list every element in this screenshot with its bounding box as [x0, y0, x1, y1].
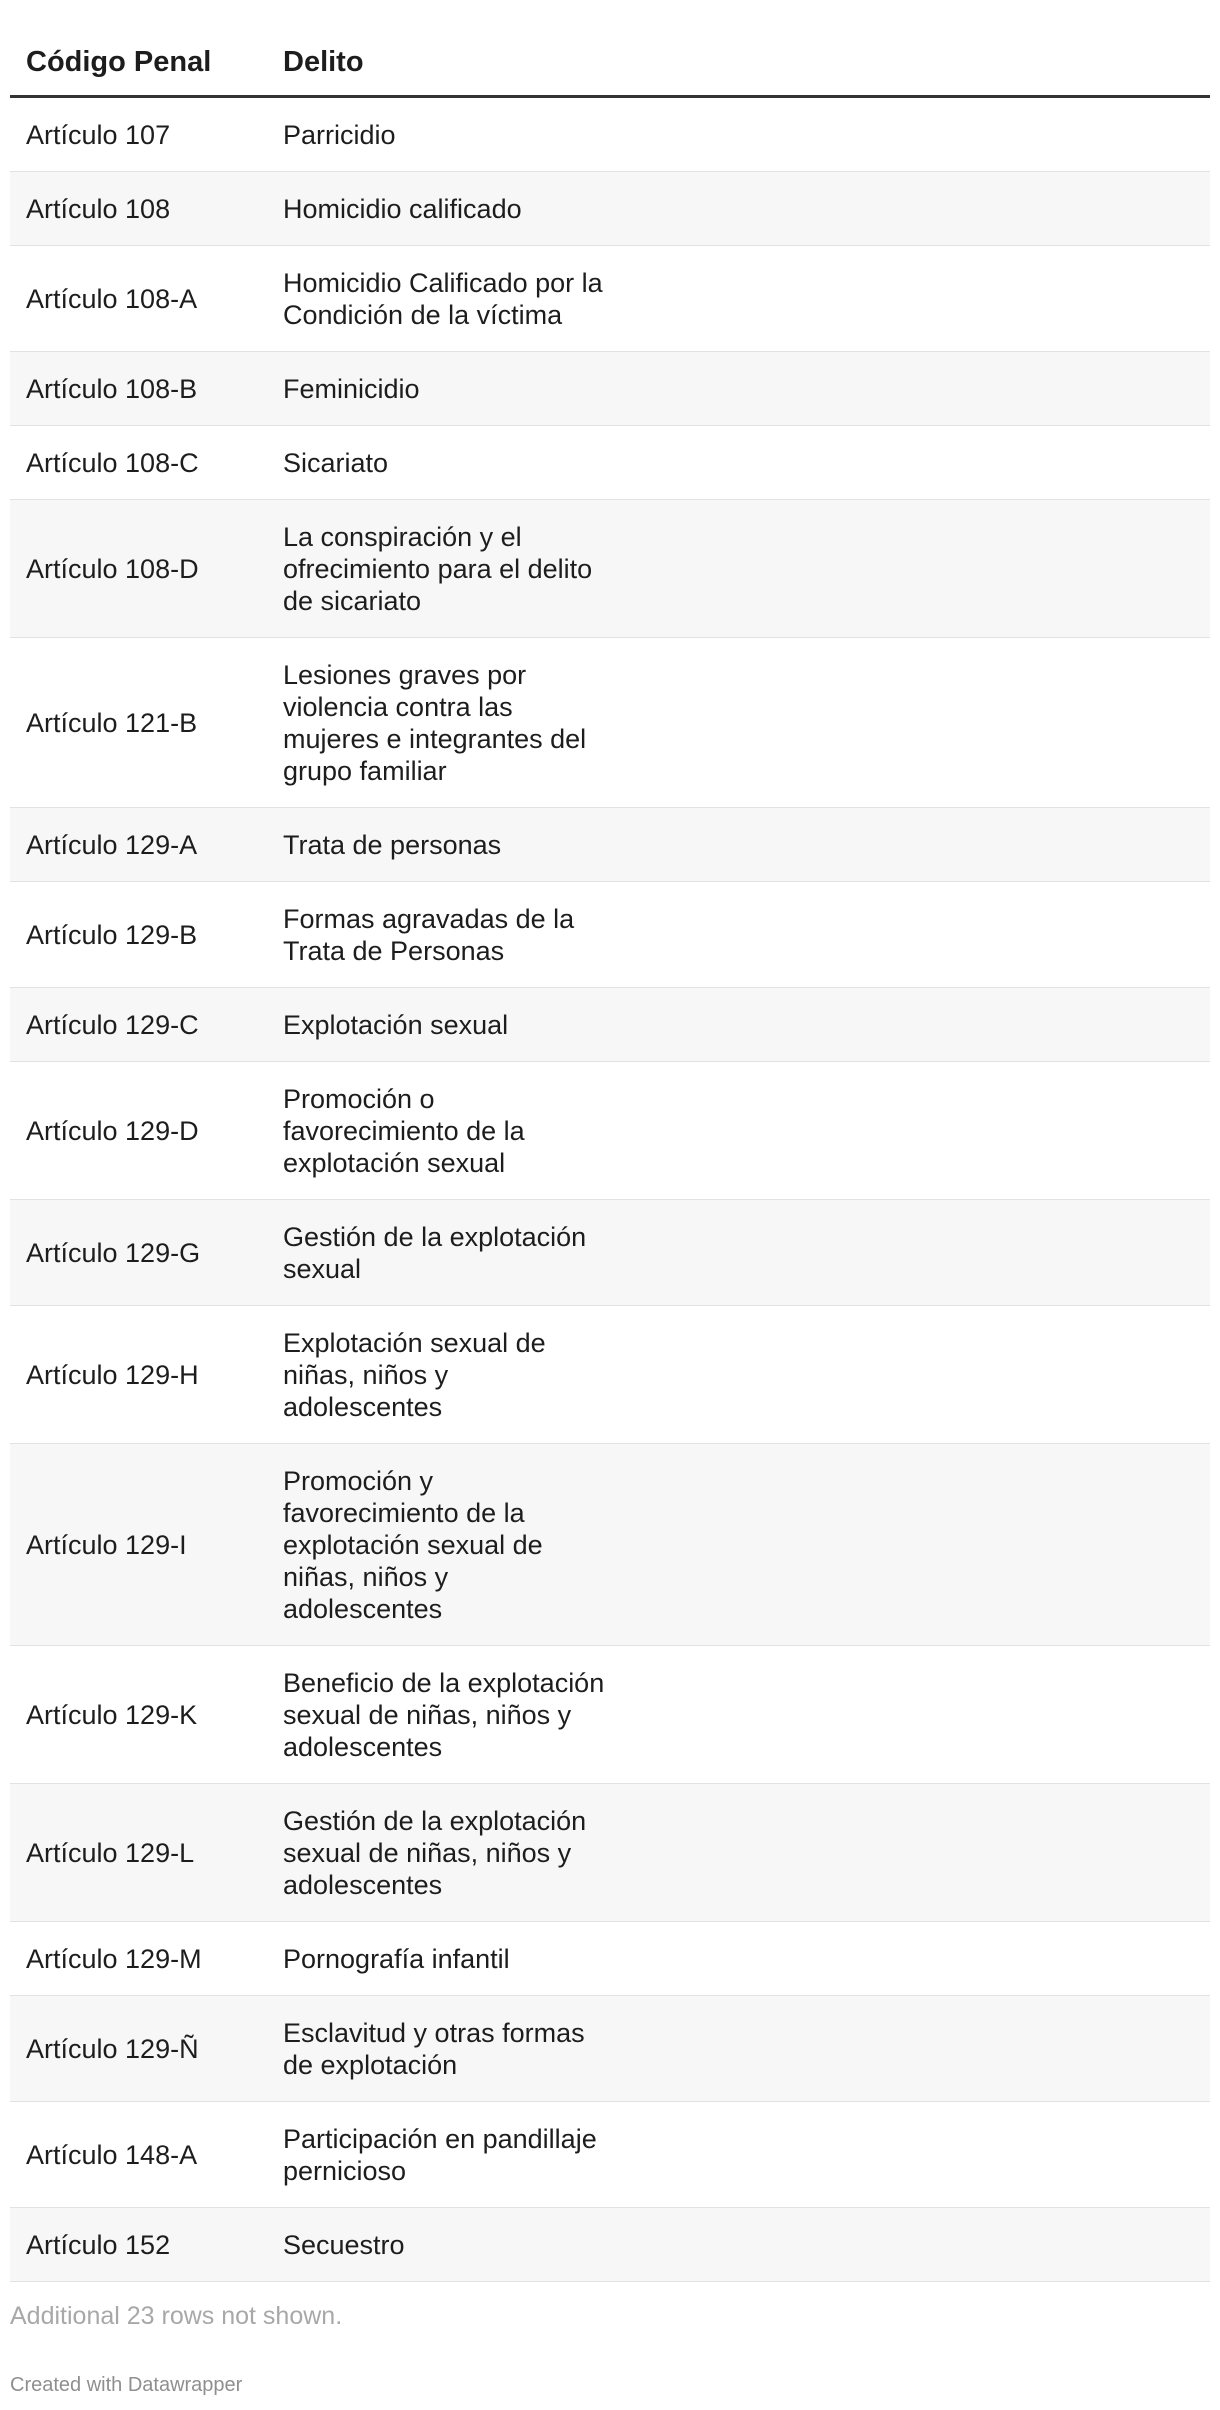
- cell-delito-wrapper: [283, 659, 1210, 787]
- cell-delito: Pornografía infantil: [283, 1943, 510, 1974]
- cell-articulo: Artículo 129-L: [26, 1837, 195, 1868]
- cell-delito-wrapper: [283, 1667, 1210, 1763]
- cell-delito: Esclavitud y otras formas de explotación: [283, 2017, 585, 2080]
- table-row: [10, 882, 1210, 988]
- cell-articulo: Artículo 129-D: [26, 1115, 199, 1146]
- cell-delito-wrapper: [283, 373, 1210, 405]
- table-row: [10, 2208, 1210, 2282]
- table-row: [10, 1996, 1210, 2102]
- cell-delito-wrapper: [283, 193, 1210, 225]
- cell-articulo: Artículo 129-G: [26, 1237, 201, 1268]
- cell-delito-wrapper: [283, 903, 1210, 967]
- table-row: [10, 172, 1210, 246]
- cell-articulo: Artículo 129-C: [26, 1009, 199, 1040]
- table-header: [10, 30, 1210, 98]
- cell-articulo: Artículo 107: [26, 119, 171, 150]
- cell-articulo: Artículo 129-K: [26, 1699, 198, 1730]
- cell-delito: Trata de personas: [283, 829, 502, 860]
- table-body: [10, 98, 1210, 2282]
- cell-articulo: Artículo 108-B: [26, 373, 198, 404]
- table-row: [10, 352, 1210, 426]
- cell-articulo: Artículo 129-H: [26, 1359, 199, 1390]
- cell-delito-wrapper: [283, 1221, 1210, 1285]
- cell-delito-wrapper: [283, 119, 1210, 151]
- table-row: [10, 988, 1210, 1062]
- cell-delito: Explotación sexual: [283, 1009, 509, 1040]
- cell-delito-wrapper: [283, 1009, 1210, 1041]
- cell-delito: Parricidio: [283, 119, 396, 150]
- table-row: [10, 1646, 1210, 1784]
- table-row: [10, 2102, 1210, 2208]
- table-row: [10, 808, 1210, 882]
- table-row: [10, 1922, 1210, 1996]
- table-row: [10, 1200, 1210, 1306]
- cell-delito-wrapper: [283, 2017, 1210, 2081]
- cell-delito-wrapper: [283, 1805, 1210, 1901]
- datawrapper-credit: Created with Datawrapper: [10, 2374, 243, 2396]
- cell-delito: Explotación sexual de niñas, niños y adolescentes: [283, 1327, 546, 1422]
- cell-delito: Beneficio de la explotación sexual de niñas, niños y adolescentes: [283, 1667, 605, 1762]
- cell-delito: Homicidio calificado: [283, 193, 522, 224]
- cell-delito: Participación en pandillaje pernicioso: [283, 2123, 597, 2186]
- cell-articulo: Artículo 129-I: [26, 1529, 187, 1560]
- cell-delito: Feminicidio: [283, 373, 420, 404]
- cell-delito: Sicariato: [283, 447, 389, 478]
- crimes-table: [10, 30, 1210, 2282]
- cell-delito: Promoción y favorecimiento de la explotación sexual de niñas, niños y adolescentes: [283, 1465, 543, 1624]
- cell-delito-wrapper: [283, 1083, 1210, 1179]
- cell-delito-wrapper: [283, 1943, 1210, 1975]
- cell-articulo: Artículo 148-A: [26, 2139, 198, 2170]
- cell-delito: Gestión de la explotación sexual de niñas, niños y adolescentes: [283, 1805, 587, 1900]
- cell-delito-wrapper: [283, 1327, 1210, 1423]
- cell-delito-wrapper: [283, 829, 1210, 861]
- cell-delito: Gestión de la explotación sexual: [283, 1221, 587, 1284]
- cell-articulo: Artículo 129-Ñ: [26, 2033, 199, 2064]
- table-row: [10, 246, 1210, 352]
- cell-delito-wrapper: [283, 447, 1210, 479]
- table-row: [10, 98, 1210, 172]
- table-row: [10, 1444, 1210, 1646]
- cell-delito: Formas agravadas de la Trata de Personas: [283, 903, 575, 966]
- table-row: [10, 1784, 1210, 1922]
- cell-delito-wrapper: [283, 2229, 1210, 2261]
- cell-delito: Lesiones graves por violencia contra las mujeres e integrantes del grupo familiar: [283, 659, 587, 786]
- table-row: [10, 426, 1210, 500]
- cell-articulo: Artículo 152: [26, 2229, 171, 2260]
- cell-delito: Homicidio Calificado por la Condición de la víctima: [283, 267, 603, 330]
- cell-articulo: Artículo 108-C: [26, 447, 199, 478]
- cell-articulo: Artículo 108-D: [26, 553, 199, 584]
- cell-articulo: Artículo 129-B: [26, 919, 198, 950]
- cell-articulo: Artículo 108: [26, 193, 171, 224]
- cell-articulo: Artículo 121-B: [26, 707, 198, 738]
- table-row: [10, 638, 1210, 808]
- column-header-codigo-penal[interactable]: Código Penal: [26, 46, 212, 78]
- cell-delito: Secuestro: [283, 2229, 405, 2260]
- cell-articulo: Artículo 129-M: [26, 1943, 202, 1974]
- cell-delito-wrapper: [283, 2123, 1210, 2187]
- cell-delito-wrapper: [283, 1465, 1210, 1625]
- column-header-delito[interactable]: Delito: [283, 46, 364, 78]
- table-row: [10, 1062, 1210, 1200]
- cell-delito: Promoción o favorecimiento de la explotación sexual: [283, 1083, 525, 1178]
- table-row: [10, 1306, 1210, 1444]
- cell-delito: La conspiración y el ofrecimiento para el delito de sicariato: [283, 521, 593, 616]
- rows-not-shown-note: Additional 23 rows not shown.: [10, 2302, 343, 2330]
- table-row: [10, 500, 1210, 638]
- cell-delito-wrapper: [283, 267, 1210, 331]
- cell-delito-wrapper: [283, 521, 1210, 617]
- cell-articulo: Artículo 108-A: [26, 283, 198, 314]
- cell-articulo: Artículo 129-A: [26, 829, 198, 860]
